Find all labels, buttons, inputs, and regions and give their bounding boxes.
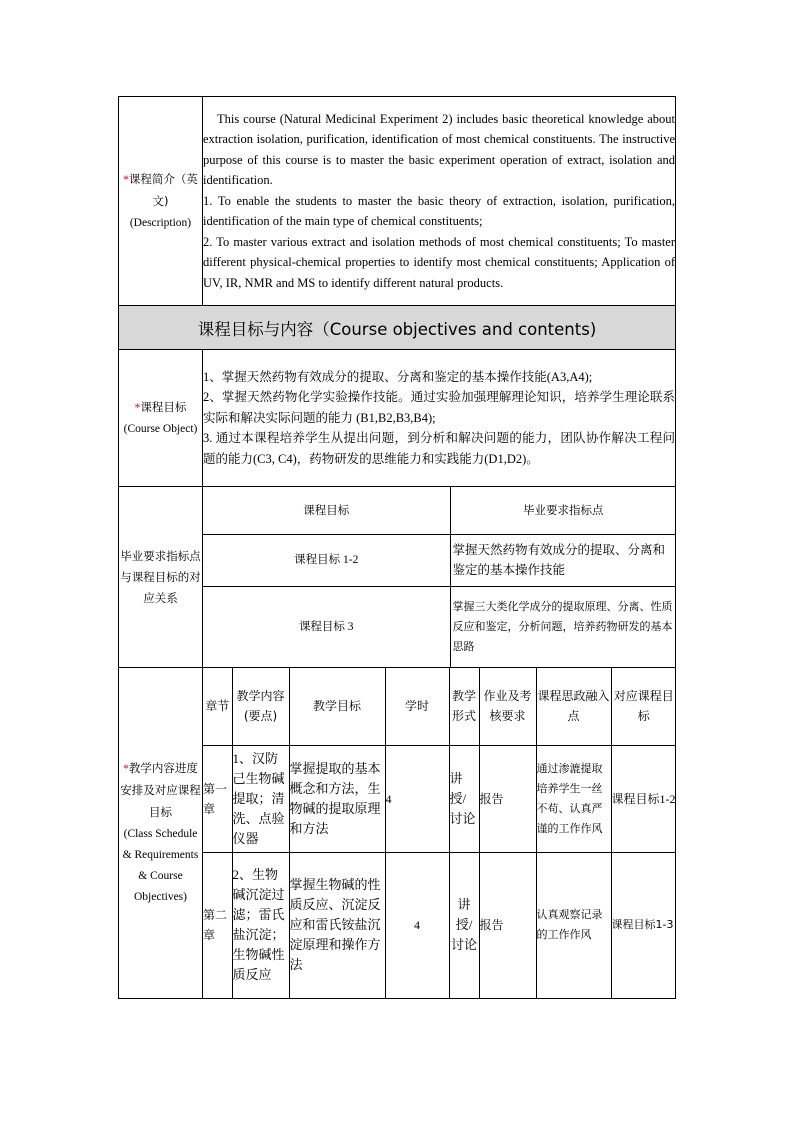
required-mark: *	[134, 401, 141, 414]
mapping-table	[203, 487, 676, 667]
schedule-hours-1: 4	[385, 745, 449, 852]
mapping-header-req: 毕业要求指标点	[450, 487, 676, 534]
description-para-2: 1. To enable the students to master the basic theory of extraction, isolation, purification, identification of the main type of chemical constituents;	[203, 193, 675, 229]
mapping-req-2: 掌握三大类化学成分的提取原理、分离、性质反应和鉴定，分析问题，培养药物研发的基本思路	[450, 586, 676, 667]
mapping-content	[203, 487, 676, 668]
schedule-header-row	[203, 668, 676, 745]
mapping-goal-2: 课程目标 3	[203, 586, 450, 667]
schedule-label-main: 教学内容进度安排及对应课程目标	[120, 761, 201, 819]
required-mark: *	[123, 763, 129, 775]
description-para-3: 2. To master various extract and isolation methods of most chemical constituents; To master different physical-chemical properties to identify most chemical constituents; Application of UV, IR, NMR and MS to identify different natural products.	[203, 234, 675, 290]
schedule-label	[119, 668, 203, 999]
description-row	[119, 97, 676, 306]
objectives-row	[119, 350, 676, 487]
schedule-form-1: 讲授/讨论	[449, 745, 479, 852]
schedule-ideology-1: 通过渗漉提取培养学生一丝不苟、认真严谨的工作作风	[536, 745, 611, 852]
mapping-header-goal: 课程目标	[203, 487, 450, 534]
schedule-content	[203, 668, 676, 999]
schedule-header-assess: 作业及考核要求	[479, 668, 536, 745]
description-label	[119, 97, 203, 306]
section-heading: 课程目标与内容（Course objectives and contents)	[119, 306, 676, 350]
description-content	[203, 97, 676, 306]
schedule-form-2: 讲授/讨论	[449, 852, 479, 998]
mapping-row-1	[203, 534, 676, 586]
schedule-row	[119, 668, 676, 999]
schedule-assess-1: 报告	[479, 745, 536, 852]
schedule-content-1: 1、汉防己生物碱提取；清洗、点验仪器	[232, 745, 289, 852]
schedule-header-target: 对应课程目标	[611, 668, 676, 745]
schedule-content-2: 2、生物碱沉淀过滤；雷氏盐沉淀；生物碱性质反应	[232, 852, 289, 998]
mapping-row	[119, 487, 676, 668]
mapping-row-2	[203, 586, 676, 667]
description-label-main: 课程简介（英文)	[128, 171, 198, 208]
schedule-hours-2: 4	[385, 852, 449, 998]
objectives-content	[203, 350, 676, 487]
schedule-ideology-2: 认真观察记录的工作作风	[536, 852, 611, 998]
course-table	[118, 96, 676, 999]
schedule-header-hours: 学时	[385, 668, 449, 745]
schedule-row-2	[203, 852, 676, 998]
objective-item-2: 2、掌握天然药物化学实验操作技能。通过实验加强理解理论知识，培养学生理论联系实际和解决实际问题的能力 (B1,B2,B3,B4);	[203, 390, 675, 425]
schedule-chapter-1: 第一章	[203, 745, 232, 852]
mapping-header-row	[203, 487, 676, 534]
schedule-header-ideology: 课程思政融入点	[536, 668, 611, 745]
schedule-goal-1: 掌握提取的基本概念和方法，生物碱的提取原理和方法	[289, 745, 385, 852]
description-para-1: This course (Natural Medicinal Experiment 2) includes basic theoretical knowledge about extraction isolation, purification, identification of most chemical constituents. The instructive purpose of this course is to master the basic experiment operation of extract, isolation and identification.	[203, 111, 675, 188]
schedule-table	[203, 668, 676, 998]
schedule-header-goal: 教学目标	[289, 668, 385, 745]
schedule-header-content: 教学内容(要点)	[232, 668, 289, 745]
section-heading-row	[119, 306, 676, 350]
objectives-label-main: 课程目标	[140, 399, 187, 414]
schedule-assess-2: 报告	[479, 852, 536, 998]
schedule-label-sub: (Class Schedule & Requirements & Course Objectives)	[122, 828, 199, 903]
schedule-goal-2: 掌握生物碱的性质反应、沉淀反应和雷氏铵盐沉淀原理和操作方法	[289, 852, 385, 998]
mapping-req-1: 掌握天然药物有效成分的提取、分离和鉴定的基本操作技能	[450, 534, 676, 586]
objectives-label-sub: (Course Object)	[123, 422, 198, 435]
objective-item-1: 1、掌握天然药物有效成分的提取、分离和鉴定的基本操作技能(A3,A4);	[203, 369, 593, 384]
schedule-target-2: 课程目标1-3	[611, 852, 676, 998]
schedule-target-1: 课程目标1-2	[611, 745, 676, 852]
objective-item-3: 3. 通过本课程培养学生从提出问题，到分析和解决问题的能力，团队协作解决工程问题的能力(C3, C4)，药物研发的思维能力和实践能力(D1,D2)。	[203, 431, 675, 466]
objectives-label	[119, 350, 203, 487]
schedule-header-chapter: 章节	[203, 668, 232, 745]
required-mark: *	[123, 173, 129, 186]
mapping-goal-1: 课程目标 1-2	[203, 534, 450, 586]
description-label-sub: (Description)	[129, 216, 192, 229]
schedule-chapter-2: 第二章	[203, 852, 232, 998]
schedule-header-form: 教学形式	[449, 668, 479, 745]
mapping-label: 毕业要求指标点与课程目标的对应关系	[119, 487, 203, 668]
schedule-row-1	[203, 745, 676, 852]
